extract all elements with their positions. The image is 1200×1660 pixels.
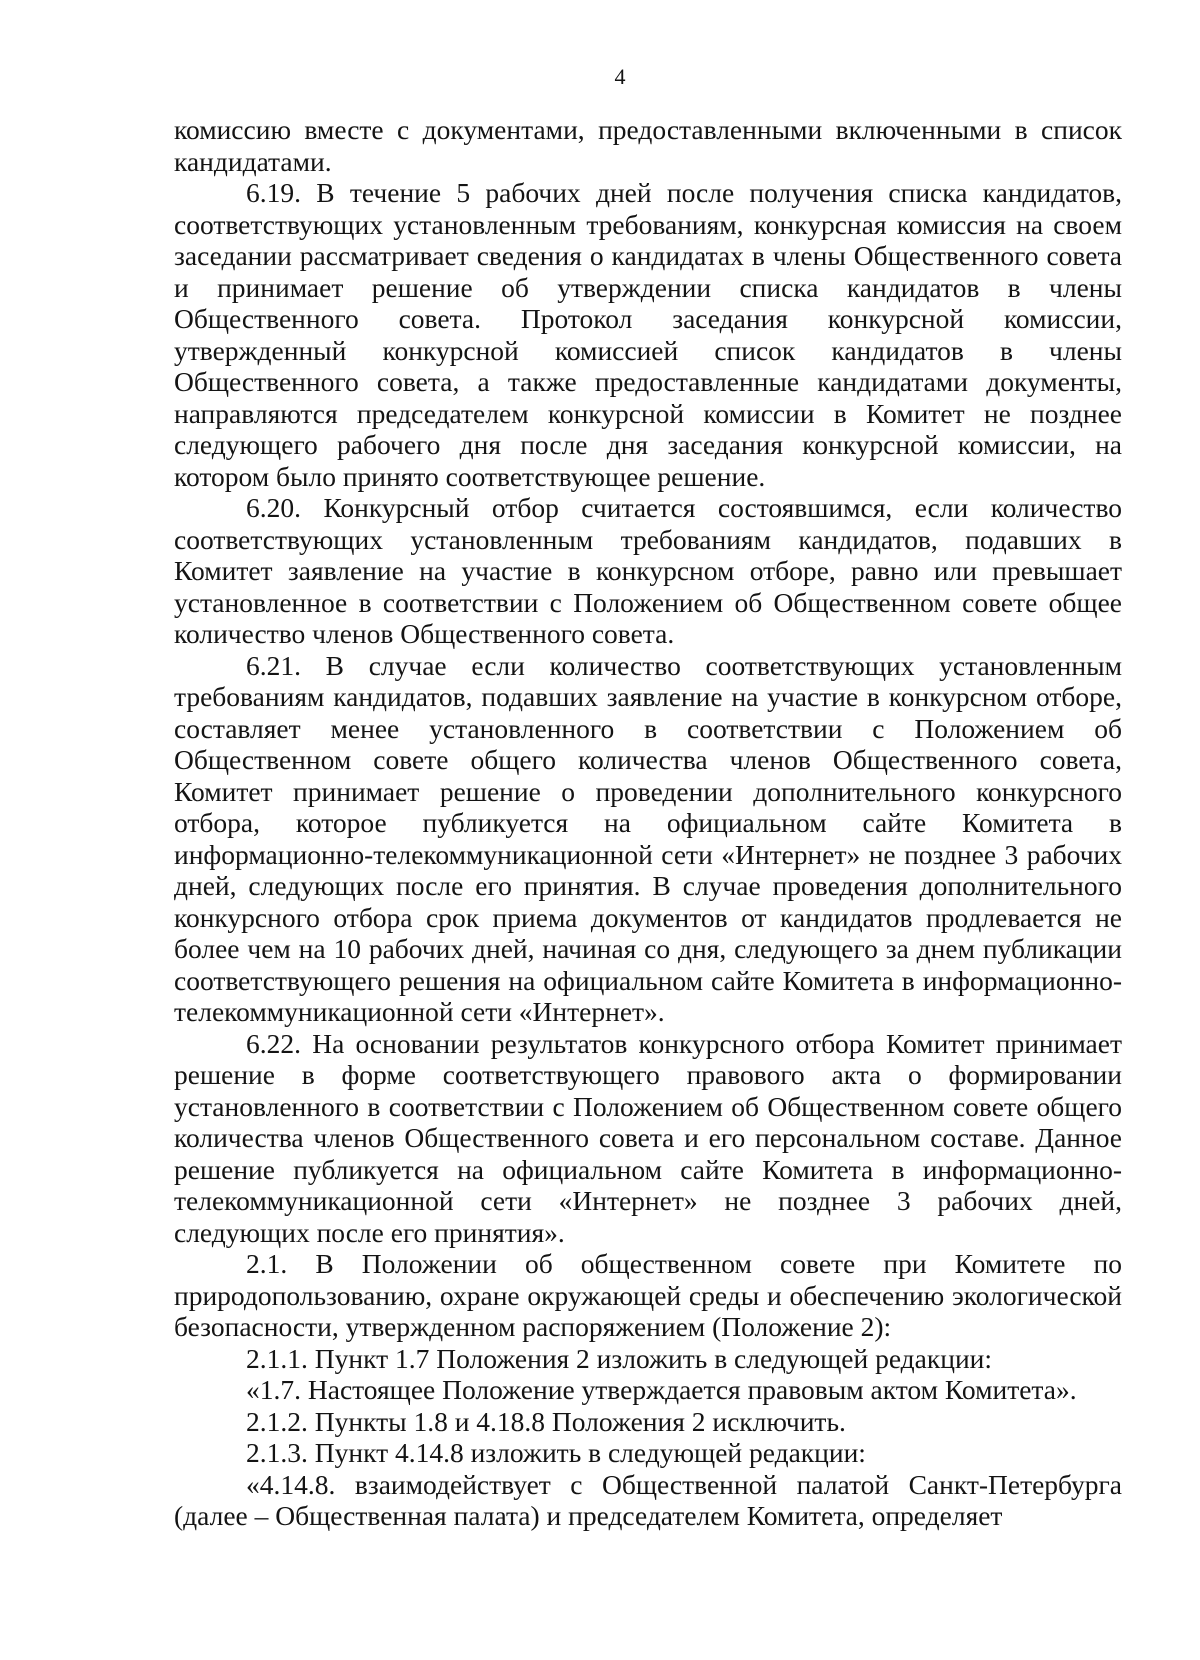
page-number: 4 [614, 64, 626, 89]
paragraph-4-14-8-quote: «4.14.8. взаимодействует с Общественной палатой Санкт-Петербурга (далее – Общественная палата) и председателем Комитета, определяет [174, 1468, 1122, 1531]
paragraph-6-19: 6.19. В течение 5 рабочих дней после получения списка кандидатов, соответствующих установленным требованиям, конкурсная комиссия на своем заседании рассматривает сведения о кандидатах в члены Общественного совета и принимает решение об утверждении списка кандидатов в члены Общественного совета. Протокол заседания конкурсной комиссии, утвержденный конкурсной комиссией список кандидатов в члены Общественного совета, а также предоставленные кандидатами документы, направляются председателем конкурсной комиссии в Комитет не позднее следующего рабочего дня после дня заседания конкурсной комиссии, на котором было принято соответствующее решение. [174, 177, 1122, 492]
paragraph-2-1-3: 2.1.3. Пункт 4.14.8 изложить в следующей редакции: [246, 1437, 866, 1468]
paragraph-2-1-2: 2.1.2. Пункты 1.8 и 4.18.8 Положения 2 исключить. [246, 1405, 846, 1437]
paragraph-continuation: комиссию вместе с документами, предоставленными включенными в список кандидатами. [174, 114, 1122, 177]
paragraph-2-1: 2.1. В Положении об общественном совете при Комитете по природопользованию, охране окружающей среды и обеспечению экологической безопасности, утвержденном распоряжением (Положение 2): [174, 1248, 1122, 1342]
document-body [174, 114, 1122, 1532]
paragraph-6-22: 6.22. На основании результатов конкурсного отбора Комитет принимает решение в форме соответствующего правового акта о формировании установленного в соответствии с Положением об Общественном совете общего количества членов Общественного совета и его персональном составе. Данное решение публикуется на официальном сайте Комитета в информационно-телекоммуникационной сети «Интернет» не позднее 3 рабочих дней, следующих после его принятия». [174, 1027, 1122, 1248]
paragraph-6-21: 6.21. В случае если количество соответствующих установленным требованиям кандидатов, подавших заявление на участие в конкурсном отборе, составляет менее установленного в соответствии с Положением об Общественном совете общего количества членов Общественного совета, Комитет принимает решение о проведении дополнительного конкурсного отбора, которое публикуется на официальном сайте Комитета в информационно-телекоммуникационной сети «Интернет» не позднее 3 рабочих дней, следующих после его принятия. В случае проведения дополнительного конкурсного отбора срок приема документов от кандидатов продлевается не более чем на 10 рабочих дней, начиная со дня, следующего за днем публикации соответствующего решения на официальном сайте Комитета в информационно-телекоммуникационной сети «Интернет». [174, 649, 1122, 1027]
paragraph-1-7-quote: «1.7. Настоящее Положение утверждается правовым актом Комитета». [246, 1374, 1077, 1405]
paragraph-6-20: 6.20. Конкурсный отбор считается состоявшимся, если количество соответствующих установленным требованиям кандидатов, подавших в Комитет заявление на участие в конкурсном отборе, равно или превышает установленное в соответствии с Положением об Общественном совете общее количество членов Общественного совета. [174, 492, 1122, 649]
paragraph-2-1-1: 2.1.1. Пункт 1.7 Положения 2 изложить в следующей редакции: [246, 1342, 993, 1374]
